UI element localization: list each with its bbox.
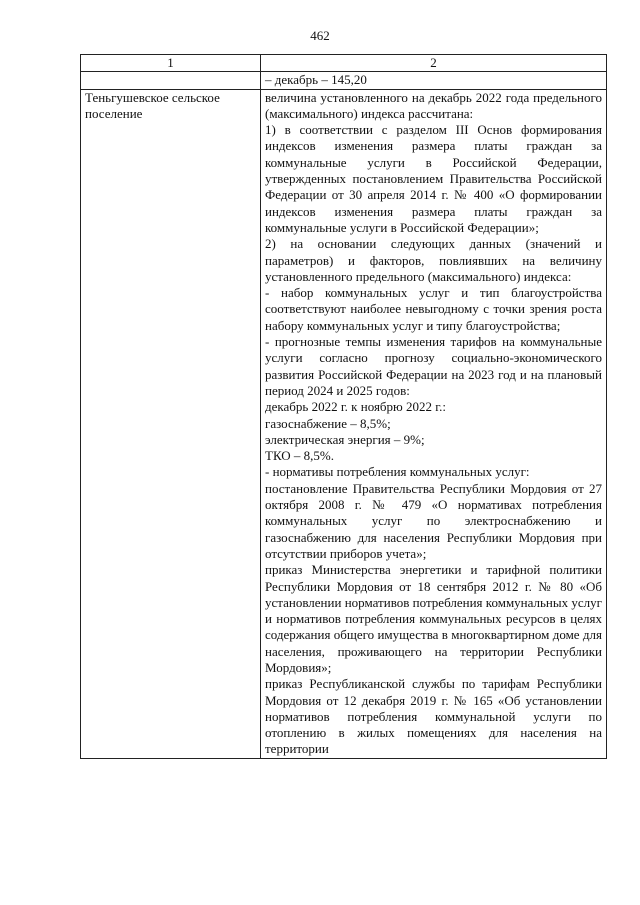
paragraph: - прогнозные темпы изменения тарифов на коммунальные услуги согласно прогнозу социально-экономического развития Российской Федерации на 2023 год и на плановый период 2024 и 2025 годов:: [265, 334, 602, 398]
paragraph: декабрь 2022 г. к ноябрю 2022 г.:: [265, 399, 446, 415]
paragraph: постановление Правительства Республики Мордовия от 27 октября 2008 г. № 479 «О нормативах потребления коммунальных услуг по электроснабжению и газоснабжению для населения Республики Мордовия при отсутствии приборов учета»;: [265, 480, 602, 561]
index-description-cell: [261, 89, 607, 758]
paragraph: приказ Республиканской службы по тарифам Республики Мордовия от 12 декабря 2019 г. № 165 «Об установлении нормативов потребления коммунальной услуги по отоплению в жилых помещениях для населения на территории: [265, 676, 602, 757]
paragraph: ТКО – 8,5%.: [265, 448, 335, 464]
table-header-row: [81, 55, 607, 72]
paragraph: газоснабжение – 8,5%;: [265, 415, 391, 431]
paragraph: 2) на основании следующих данных (значений и параметров) и факторов, повлиявших на величину установленного предельного (максимального) индекса:: [265, 236, 602, 284]
paragraph: - набор коммунальных услуг и тип благоустройства соответствуют наиболее невыгодному с точки зрения роста набору коммунальных услуг и типу благоустройства;: [265, 285, 602, 333]
settlement-name: Теньгушевское сельское поселение: [81, 89, 261, 758]
paragraph: - нормативы потребления коммунальных услуг:: [265, 464, 530, 480]
paragraph: приказ Министерства энергетики и тарифной политики Республики Мордовия от 18 сентября 2012 г. № 80 «Об установлении нормативов потребления коммунальных услуг и нормативов потребления коммунальных ресурсов в целях содержания общего имущества в многоквартирном доме для населения, проживающего на территории Республики Мордовия»;: [265, 562, 602, 675]
paragraph: величина установленного на декабрь 2022 года предельного (максимального) индекса рассчитана:: [265, 89, 602, 121]
column-header-2: 2: [261, 55, 607, 72]
column-header-1: 1: [81, 55, 261, 72]
page-number: 462: [310, 28, 330, 43]
table-row: [81, 89, 607, 758]
paragraph: 1) в соответствии с разделом III Основ формирования индексов изменения размера платы граждан за коммунальные услуги в Российской Федерации, утвержденных постановлением Правительства Российской Федерации от 30 апреля 2014 г. № 400 «О формировании индексов изменения размера платы граждан за коммунальные услуги в Российской Федерации»;: [265, 122, 602, 235]
paragraph: электрическая энергия – 9%;: [265, 431, 425, 447]
table-row: [81, 72, 607, 89]
december-index-cell: – декабрь – 145,20: [261, 72, 607, 89]
empty-cell: [81, 72, 261, 89]
regulation-table: [80, 54, 607, 759]
